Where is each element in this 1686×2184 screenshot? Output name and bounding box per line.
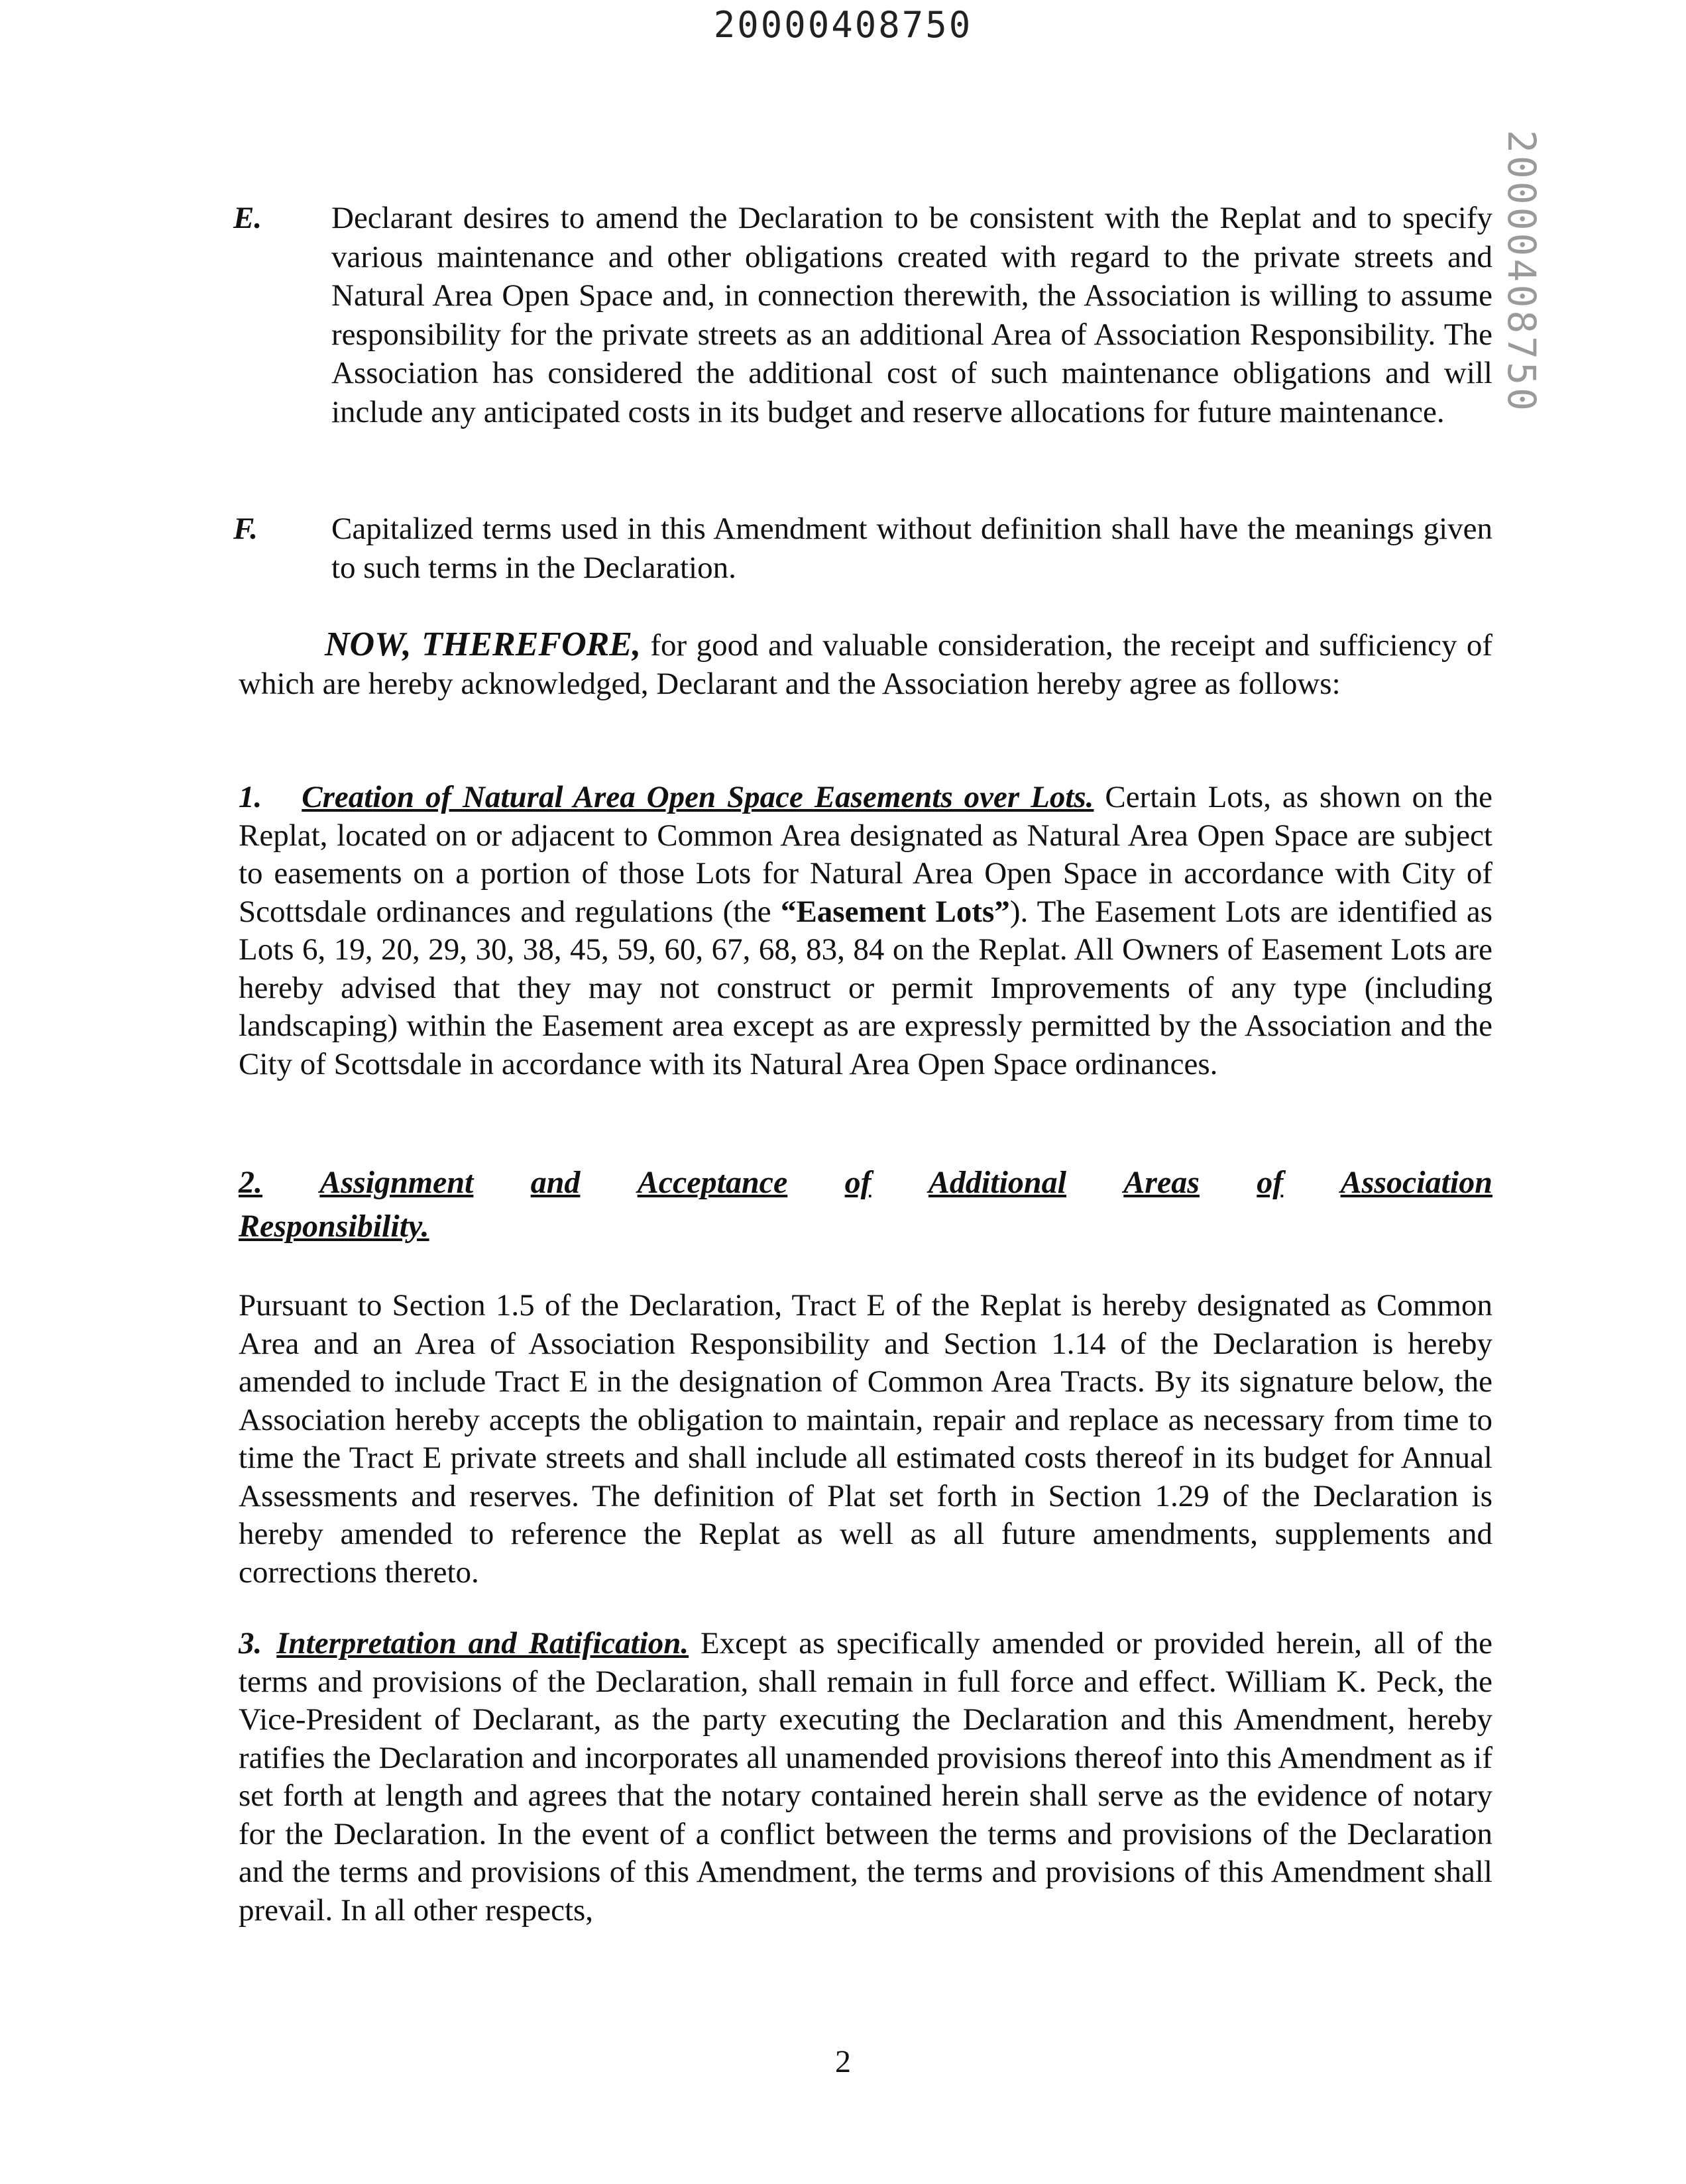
section-2-heading (239, 1161, 1492, 1248)
section-2-title-word: Assignment (319, 1165, 474, 1200)
section-1-number: 1. (239, 780, 262, 814)
now-therefore-lead: NOW, THEREFORE, (325, 626, 641, 663)
section-2-title-word: Areas (1123, 1165, 1200, 1200)
now-therefore-paragraph (239, 626, 1492, 703)
recital-f-text: Capitalized terms used in this Amendment without definition shall have the meanings given to such terms in the Declaration. (331, 512, 1492, 585)
document-number: 20000408750 (713, 4, 973, 46)
section-3-paragraph (239, 1625, 1492, 1930)
section-2-title-line-2: Responsibility. (239, 1209, 429, 1244)
section-2-title-word: Additional (928, 1165, 1066, 1200)
section-2-title-word: of (1257, 1165, 1284, 1200)
section-1-text-a: Certain Lots, as shown on the Replat, located on or adjacent to Common Area designated as Natural Area Open Space are subject to easements on a portion of those Lots for Natural Area Open Space in accordance with City of Scottsdale ordinances and regulations (the (239, 780, 1492, 929)
section-1-paragraph (239, 779, 1492, 1083)
section-2-number: 2. (239, 1165, 262, 1200)
section-2-title-word: Association (1340, 1165, 1492, 1200)
section-2-title-word: of (844, 1165, 871, 1200)
section-2-title-word: Acceptance (637, 1165, 788, 1200)
page-number: 2 (835, 2044, 851, 2079)
section-3-number: 3. (239, 1626, 262, 1661)
easement-lots-term: “Easement Lots” (780, 894, 1010, 929)
section-3-title: Interpretation and Ratification. (276, 1626, 689, 1661)
now-therefore-text: for good and valuable consideration, the receipt and sufficiency of which are hereby acknowledged, Declarant and the Association hereby agree as follows: (239, 628, 1492, 701)
section-3-text: Except as specifically amended or provided herein, all of the terms and provisions of the Declaration, shall remain in full force and effect. William K. Peck, the Vice-President of Declarant, as the party executing the Declaration and this Amendment, hereby ratifies the Declaration and incorporates all unamended provisions thereof into this Amendment as if set forth at length and agrees that the notary contained herein shall serve as the evidence of notary for the Declaration. In the event of a conflict between the terms and provisions of the Declaration and the terms and provisions of this Amendment, the terms and provisions of this Amendment shall prevail. In all other respects, (239, 1626, 1492, 1928)
recital-f-letter: F. (233, 512, 258, 546)
side-recording-stamp: 20000408750 (1499, 129, 1544, 414)
recital-e-letter: E. (233, 201, 262, 235)
section-1-title: Creation of Natural Area Open Space Easements over Lots. (302, 780, 1094, 814)
section-1-text-b: ). The Easement Lots are identified as Lots 6, 19, 20, 29, 30, 38, 45, 59, 60, 67, 68, 83, 84 on the Replat. All Owners of Easement Lots are hereby advised that they may not construct or permit Improvements of any type (including landscaping) within the Easement area except as are expressly permitted by the Association and the City of Scottsdale in accordance with its Natural Area Open Space ordinances. (239, 894, 1492, 1081)
recital-e-text: Declarant desires to amend the Declaration to be consistent with the Replat and to specify various maintenance and other obligations created with regard to the private streets and Natural Area Open Space and, in connection therewith, the Association is willing to assume responsibility for the private streets as an additional Area of Association Responsibility. The Association has considered the additional cost of such maintenance obligations and will include any anticipated costs in its budget and reserve allocations for future maintenance. (331, 201, 1492, 429)
section-2-title-word: and (530, 1165, 581, 1200)
section-2-title-line-1 (239, 1161, 1492, 1205)
section-2-paragraph: Pursuant to Section 1.5 of the Declaration, Tract E of the Replat is hereby designated as Common Area and an Area of Association Responsibility and Section 1.14 of the Declaration is hereby amended to include Tract E in the designation of Common Area Tracts. By its signature below, the Association hereby accepts the obligation to maintain, repair and replace as necessary from time to time the Tract E private streets and shall include all estimated costs thereof in its budget for Annual Assessments and reserves. The definition of Plat set forth in Section 1.29 of the Declaration is hereby amended to reference the Replat as well as all future amendments, supplements and corrections thereto. (239, 1288, 1492, 1590)
